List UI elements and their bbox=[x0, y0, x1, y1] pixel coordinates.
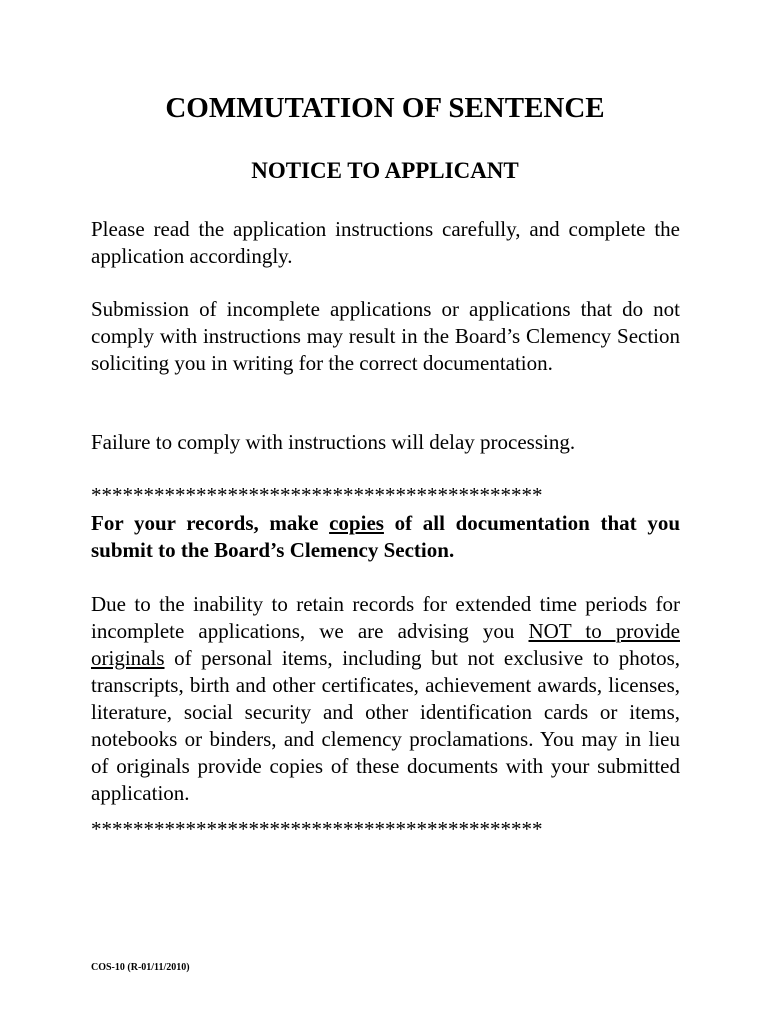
separator-stars-top: ******************************************* bbox=[91, 483, 543, 507]
originals-paragraph bbox=[91, 591, 680, 807]
form-code: COS-10 (R-01/11/2010) bbox=[91, 962, 190, 973]
originals-before: Due to the inability to retain records for extended time periods for incomplete applications, we are advising you bbox=[91, 592, 680, 643]
records-notice-copies: copies bbox=[329, 511, 384, 535]
separator-stars-bottom: ******************************************* bbox=[91, 817, 543, 841]
originals-not-to-provide: NOT to provide originals bbox=[91, 619, 680, 670]
incomplete-submission-paragraph: Submission of incomplete applications or applications that do not comply with instructions may result in the Board’s Clemency Section soliciting you in writing for the correct documentation. bbox=[91, 297, 680, 375]
delay-warning-paragraph: Failure to comply with instructions will delay processing. bbox=[91, 430, 576, 454]
records-notice bbox=[91, 510, 680, 564]
page-subtitle: NOTICE TO APPLICANT bbox=[251, 158, 519, 183]
records-notice-after: of all documentation that you submit to the Board’s Clemency Section. bbox=[91, 511, 681, 562]
instructions-paragraph: Please read the application instructions carefully, and complete the application accordingly. bbox=[91, 217, 680, 268]
records-notice-before: For your records, make bbox=[91, 511, 330, 535]
originals-after: of personal items, including but not exclusive to photos, transcripts, birth and other certificates, achievement awards, licenses, literature, social security and other identification cards or items, notebooks or binders, and clemency proclamations. You may in lieu of originals provide copies of these documents with your submitted application. bbox=[91, 646, 680, 805]
page-title: COMMUTATION OF SENTENCE bbox=[165, 92, 605, 124]
